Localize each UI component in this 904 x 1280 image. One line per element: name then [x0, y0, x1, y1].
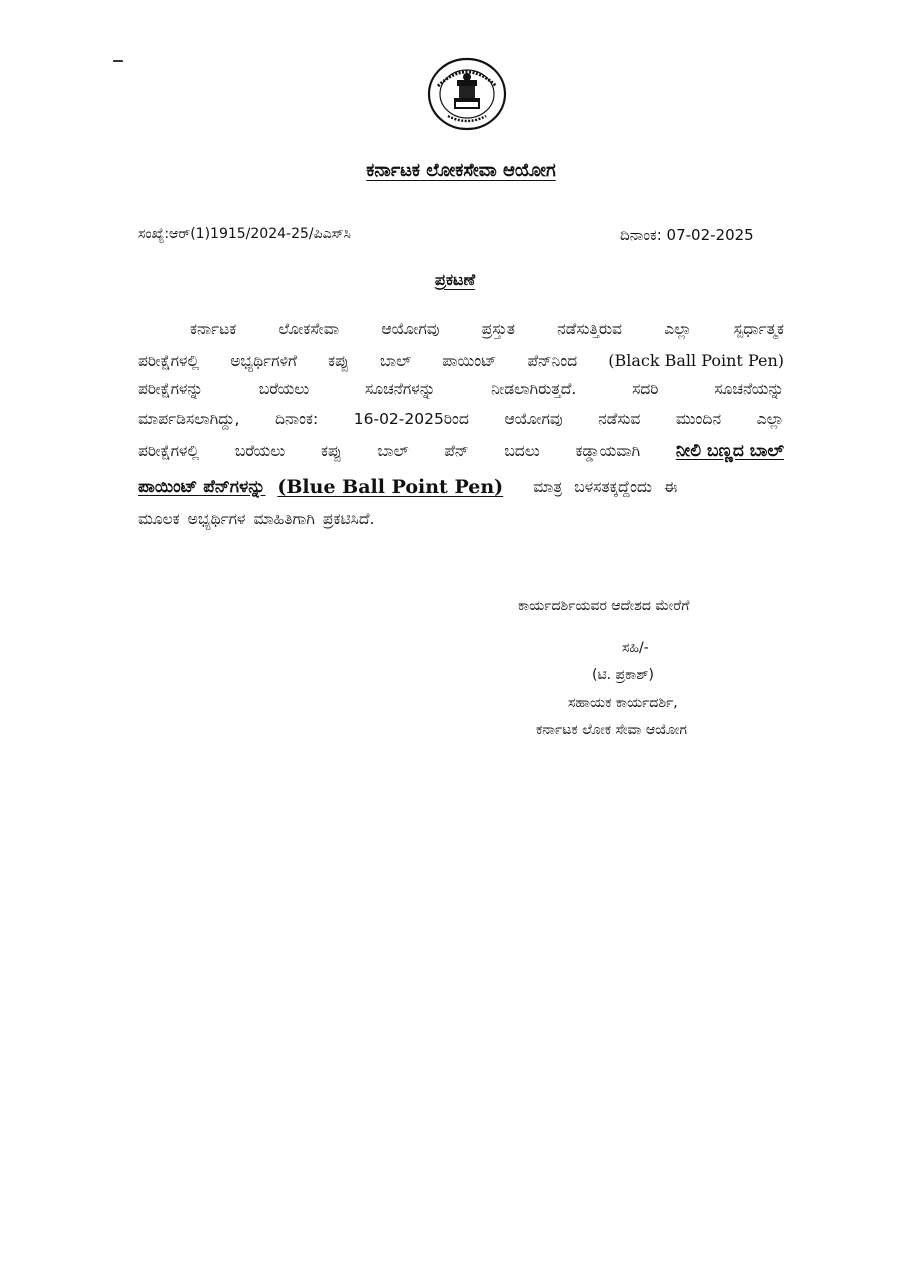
word: ಬದಲು	[504, 442, 540, 460]
word: ಕಡ್ಡಾಯವಾಗಿ	[575, 442, 641, 460]
body-line-7	[138, 508, 784, 530]
word: ಬರೆಯಲು	[258, 380, 310, 398]
word: ನೀಡಲಾಗಿರುತ್ತದೆ.	[491, 380, 577, 398]
word: ಅಭ್ಯರ್ಥಿಗಳಿಗೆ	[230, 352, 298, 370]
word: ಪರೀಕ್ಷೆಗಳನ್ನು	[138, 380, 204, 398]
word: ಕಪ್ಪು	[328, 352, 349, 370]
body-line-6	[138, 476, 784, 498]
signed-mark: ಸಹಿ/-	[622, 640, 649, 656]
emphasis-pens-kannada: ಪಾಯಿಂಟ್ ಪೆನ್‌ಗಳನ್ನು	[138, 477, 266, 497]
word: ಪರೀಕ್ಷೆಗಳಲ್ಲಿ	[138, 352, 200, 370]
reference-number: ಸಂಖ್ಯೆ:ಆರ್(1)1915/2024-25/ಪಿಎಸ್‌ಸಿ	[138, 226, 351, 242]
word: ಕರ್ನಾಟಕ	[190, 320, 237, 338]
word: ಪೆನ್	[444, 442, 469, 460]
emphasis-blue-pen-english: (Blue Ball Point Pen)	[277, 476, 504, 498]
body-line-2	[138, 350, 784, 372]
word: ಆಯೋಗವು	[504, 410, 563, 428]
word: ಪಾಯಿಂಟ್	[442, 352, 497, 370]
word: ಆಯೋಗವು	[381, 320, 440, 338]
order-line: ಕಾರ್ಯದರ್ಶಿಯವರ ಆದೇಶದ ಮೇರೆಗೆ	[518, 598, 690, 614]
word: ಎಲ್ಲಾ	[664, 320, 692, 338]
word: ಎಲ್ಲಾ	[756, 410, 784, 428]
word: ಸೂಚನೆಗಳನ್ನು	[364, 380, 436, 398]
signatory-designation: ಸಹಾಯಕ ಕಾರ್ಯದರ್ಶಿ,	[568, 695, 678, 711]
word: ನಡೆಸುತ್ತಿರುವ	[557, 320, 623, 338]
word: ಬರೆಯಲು	[234, 442, 286, 460]
word: ಪ್ರಕಟಿಸಿದೆ.	[322, 510, 375, 528]
org-name-heading: ಕರ್ನಾಟಕ ಲೋಕಸೇವಾ ಆಯೋಗ	[366, 160, 556, 181]
emblem-seal-icon	[424, 56, 510, 132]
signatory-name: (ಟಿ. ಪ್ರಕಾಶ್)	[592, 667, 655, 683]
word: ಪರೀಕ್ಷೆಗಳಲ್ಲಿ	[138, 442, 200, 460]
word: ಸೂಚನೆಯನ್ನು	[714, 380, 784, 398]
word: ಪ್ರಸ್ತುತ	[481, 320, 515, 338]
word: ಬಳಸತಕ್ಕದ್ದೆಂದು	[574, 478, 652, 496]
word: ಲೋಕಸೇವಾ	[278, 320, 340, 338]
word: ಸದರಿ	[632, 380, 659, 398]
word: ಮೂಲಕ	[138, 510, 180, 528]
body-line-3	[138, 378, 784, 400]
word: ದಿನಾಂಕ:	[275, 410, 319, 428]
word: ಮಾತ್ರ	[533, 478, 563, 496]
word: 16-02-2025ರಿಂದ	[353, 410, 469, 428]
word-english: (Black Ball Point Pen)	[608, 351, 784, 370]
notice-title: ಪ್ರಕಟಣೆ	[434, 270, 476, 289]
word: ನಡೆಸುವ	[598, 410, 641, 428]
reference-date: ದಿನಾಂಕ: 07-02-2025	[620, 226, 754, 244]
word: ಬಾಲ್	[377, 442, 409, 460]
word: ಅಭ್ಯರ್ಥಿಗಳ	[187, 510, 246, 528]
word: ಮಾಹಿತಿಗಾಗಿ	[253, 510, 315, 528]
word: ಕಪ್ಪು	[320, 442, 342, 460]
body-line-5	[138, 440, 784, 462]
word: ಮುಂದಿನ	[675, 410, 722, 428]
word: ಮಾರ್ಪಡಿಸಲಾಗಿದ್ದು,	[138, 410, 240, 428]
signatory-office: ಕರ್ನಾಟಕ ಲೋಕ ಸೇವಾ ಆಯೋಗ	[536, 722, 687, 738]
body-line-4	[138, 408, 784, 430]
word: ಬಾಲ್	[380, 352, 412, 370]
scan-mark	[113, 60, 123, 65]
word: ಸ್ಪರ್ಧಾತ್ಮಕ	[733, 320, 784, 338]
word: ಈ	[663, 478, 678, 496]
word: ಪೆನ್‌ನಿಂದ	[527, 352, 578, 370]
body-line-1	[190, 318, 784, 340]
emphasis-blue-pen-kannada: ನೀಲಿ ಬಣ್ಣದ ಬಾಲ್	[675, 441, 784, 461]
